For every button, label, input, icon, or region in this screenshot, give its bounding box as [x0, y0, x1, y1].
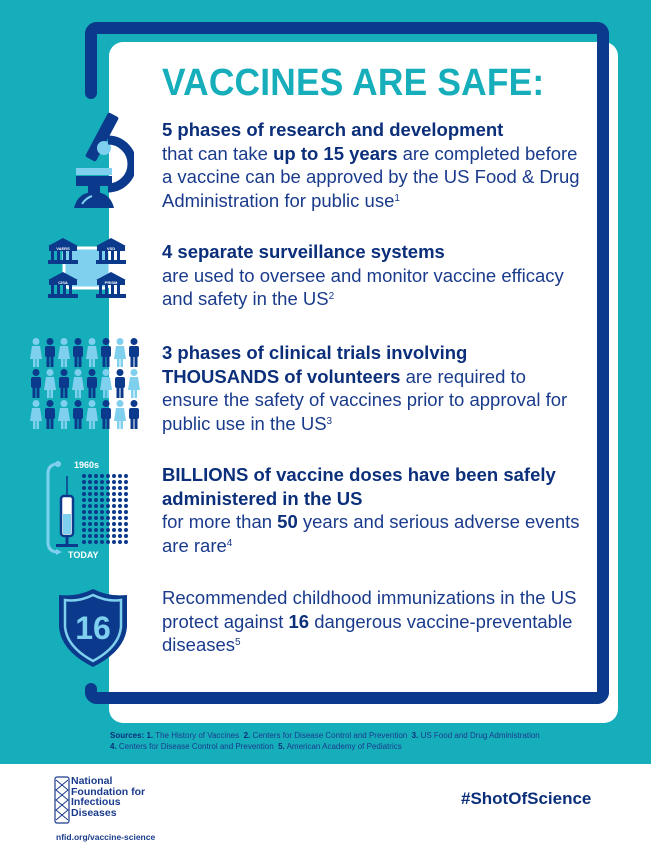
- fact-surveillance-systems: 4 separate surveillance systems are used to oversee and monitor vaccine efficacy and safety in the $US^2$: [162, 241, 564, 309]
- shield-16-icon: [57, 587, 129, 669]
- svg-text:PRISM: PRISM: [104, 280, 118, 285]
- svg-text:VSD: VSD: [106, 246, 116, 251]
- svg-text:16: 16: [75, 610, 111, 646]
- fact-childhood-immunizations: Recommended childhood immunizations in the US protect against 16 dangerous vaccine-preventable diseases$^5$: [162, 587, 577, 655]
- svg-text:VAERS: VAERS: [56, 246, 70, 251]
- nfid-logo-icon: [54, 776, 70, 824]
- fact-clinical-trials: 3 phases of clinical trials involving THOUSANDS of volunteers are required to ensure the safety of vaccines prior to approval for public use in the $US^3$: [162, 342, 568, 434]
- svg-text:1960s: 1960s: [74, 460, 100, 470]
- org-name: National Foundation for Infectious Diseases: [71, 775, 146, 819]
- syringe-doses-icon: [44, 458, 134, 560]
- sources-list: Sources: 1. The History of Vaccines 2. Centers for Disease Control and Prevention 3. US Food and Drug Administration 4. Centers for Disease Control and Prevention 5. American Academy of Pediatrics: [110, 731, 540, 751]
- frame-border: [597, 22, 609, 704]
- svg-text:CISA: CISA: [58, 280, 68, 285]
- surveillance-systems-icon: [46, 236, 128, 300]
- frame-border: [85, 22, 97, 99]
- svg-text:TODAY: TODAY: [68, 550, 99, 560]
- fact-billions-doses: BILLIONS of vaccine doses have been safely administered in the US for more than 50 years and serious adverse events are rare$^4$: [162, 464, 580, 556]
- hashtag: #ShotOfScience: [461, 789, 592, 808]
- website-link[interactable]: nfid.org/vaccine-science: [56, 832, 156, 842]
- microscope-icon: [64, 110, 134, 210]
- page-title: VACCINES ARE SAFE:: [162, 62, 545, 104]
- volunteers-icon: [30, 338, 142, 430]
- frame-border: [85, 22, 609, 34]
- frame-border: [85, 692, 609, 704]
- fact-research-phases: 5 phases of research and development that can take up to 15 years are completed before a vaccine can be approved by the US Food & Drug Administration for public use$^1$: [162, 119, 580, 211]
